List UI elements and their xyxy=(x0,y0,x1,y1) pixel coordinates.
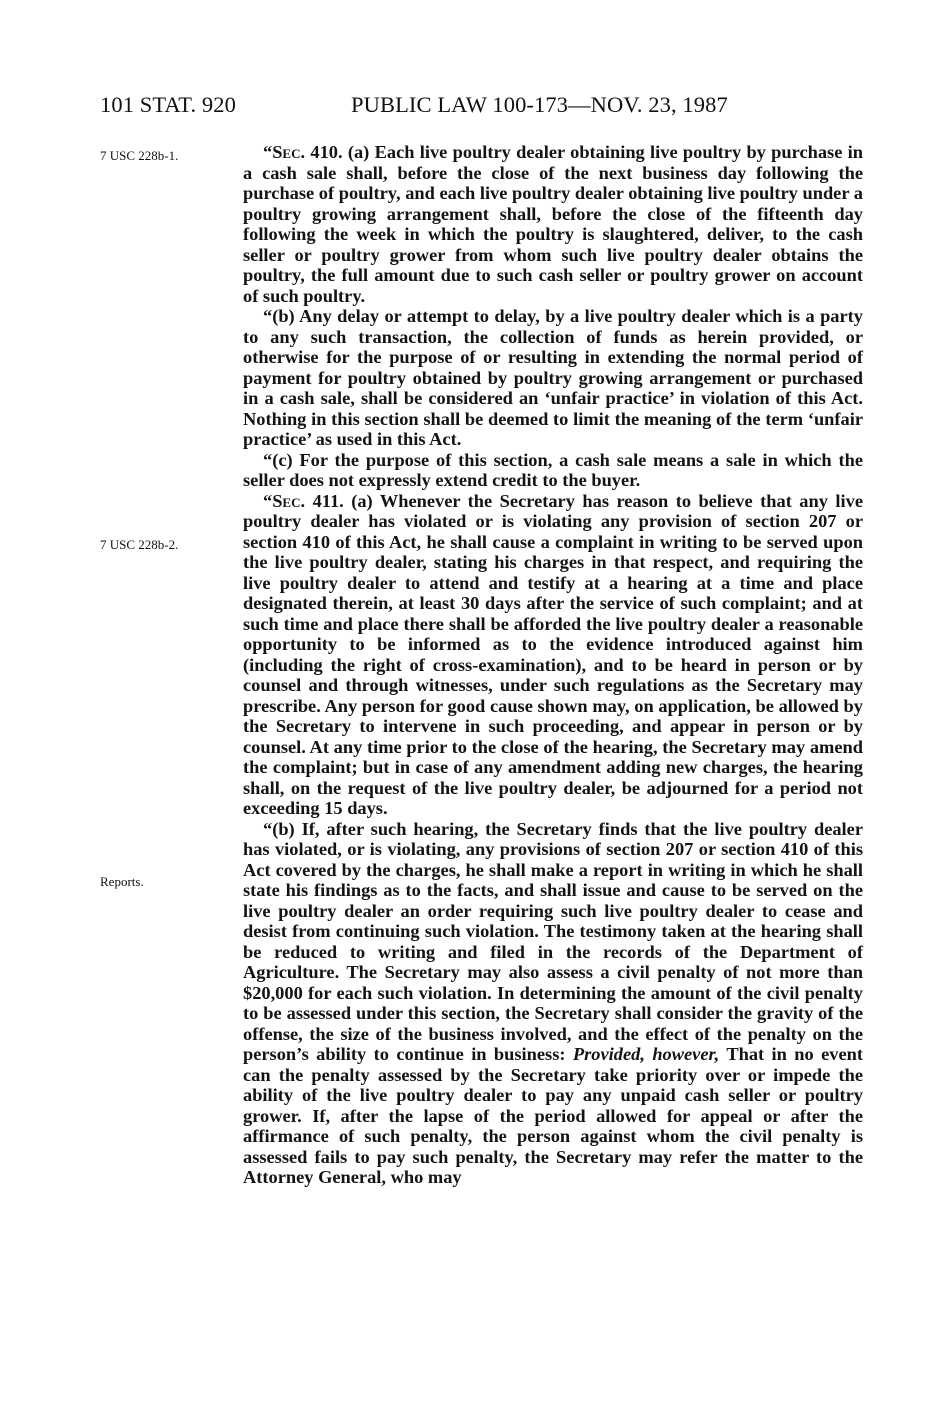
margin-note-usc-228b-2: 7 USC 228b-2. xyxy=(100,537,179,552)
sec-411-b xyxy=(243,819,863,1188)
statute-body xyxy=(243,142,863,1188)
public-law-title: PUBLIC LAW 100-173—NOV. 23, 1987 xyxy=(351,92,728,117)
sec-label: Sec xyxy=(272,490,301,511)
margin-note-usc-228b-1: 7 USC 228b-1. xyxy=(100,148,179,163)
sec-411-a xyxy=(243,491,863,819)
margin-note-reports: Reports. xyxy=(100,874,144,889)
stat-citation: 101 STAT. 920 xyxy=(100,92,236,117)
sec-410-a-text: . 410. (a) Each live poultry dealer obtaining live poultry by purchase in a cash sale shall, before the close of the next business day following the purchase of poultry, and each live poultry dealer obtaining live poultry under a poultry growing arrangement shall, before the close of the fifteenth day following the week in which the poultry is slaughtered, deliver, to the cash seller or poultry grower from whom such live poultry dealer obtains the poultry, the full amount due to such cash seller or poultry grower on account of such poultry. xyxy=(243,142,863,306)
sec-410-b: “(b) Any delay or attempt to delay, by a live poultry dealer which is a party to any such transaction, the collection of funds as herein provided, or otherwise for the purpose of or resulting in extending the normal period of payment for poultry obtained by poultry growing arrangement or purchased in a cash sale, shall be considered an ‘unfair practice’ in violation of this Act. Nothing in this section shall be deemed to limit the meaning of the term ‘unfair practice’ as used in this Act. xyxy=(243,306,863,449)
open-quote: “ xyxy=(263,490,273,511)
sec-411-a-text: . 411. (a) Whenever the Secretary has reason to believe that any live poultry dealer has violated or is violating any provision of section 207 or section 410 of this Act, he shall cause a complaint in writing to be served upon the live poultry dealer, stating his charges in that respect, and requiring the live poultry dealer to attend and testify at a hearing at a time and place designated therein, at least 30 days after the service of such complaint; and at such time and place there shall be afforded the live poultry dealer a reasonable opportunity to be informed as to the evidence introduced against him (including the right of cross-examination), and to be heard in person or by counsel and through witnesses, under such regulations as the Secretary may prescribe. Any person for good cause shown may, on application, be allowed by the Secretary to intervene in such proceeding, and appear in person or by counsel. At any time prior to the close of the hearing, the Secretary may amend the complaint; but in case of any amendment adding new charges, the hearing shall, on the request of the live poultry dealer, be adjourned for a period not exceeding 15 days. xyxy=(243,490,863,818)
sec-label: Sec xyxy=(272,142,301,162)
sec-410-c: “(c) For the purpose of this section, a cash sale means a sale in which the seller does not expressly extend credit to the buyer. xyxy=(243,449,863,490)
sec-410-a xyxy=(243,142,863,306)
sec-411-b-text-1: “(b) If, after such hearing, the Secretary finds that the live poultry dealer has violated, or is violating, any provisions of section 207 or section 410 of this Act covered by the charges, he shall make a report in writing in which he shall state his findings as to the facts, and shall issue and cause to be served on the live poultry dealer an order requiring such live poultry dealer to cease and desist from continuing such violation. The testimony taken at the hearing shall be reduced to writing and filed in the records of the Department of Agriculture. The Secretary may also assess a civil penalty of not more than $20,000 for each such violation. In determining the amount of the civil penalty to be assessed under this section, the Secretary shall consider the gravity of the offense, the size of the business involved, and the effect of the penalty on the person’s ability to continue in business: xyxy=(243,818,863,1064)
sec-411-b-text-2: That in no event can the penalty assessed by the Secretary take priority over or impede the ability of the live poultry dealer to pay any unpaid cash seller or poultry grower. If, after the lapse of the period allowed for appeal or after the affirmance of such penalty, the person against whom the civil penalty is assessed fails to pay such penalty, the Secretary may refer the matter to the Attorney General, who may xyxy=(243,1044,863,1187)
open-quote: “ xyxy=(263,142,273,162)
proviso: Provided, however, xyxy=(572,1044,720,1064)
